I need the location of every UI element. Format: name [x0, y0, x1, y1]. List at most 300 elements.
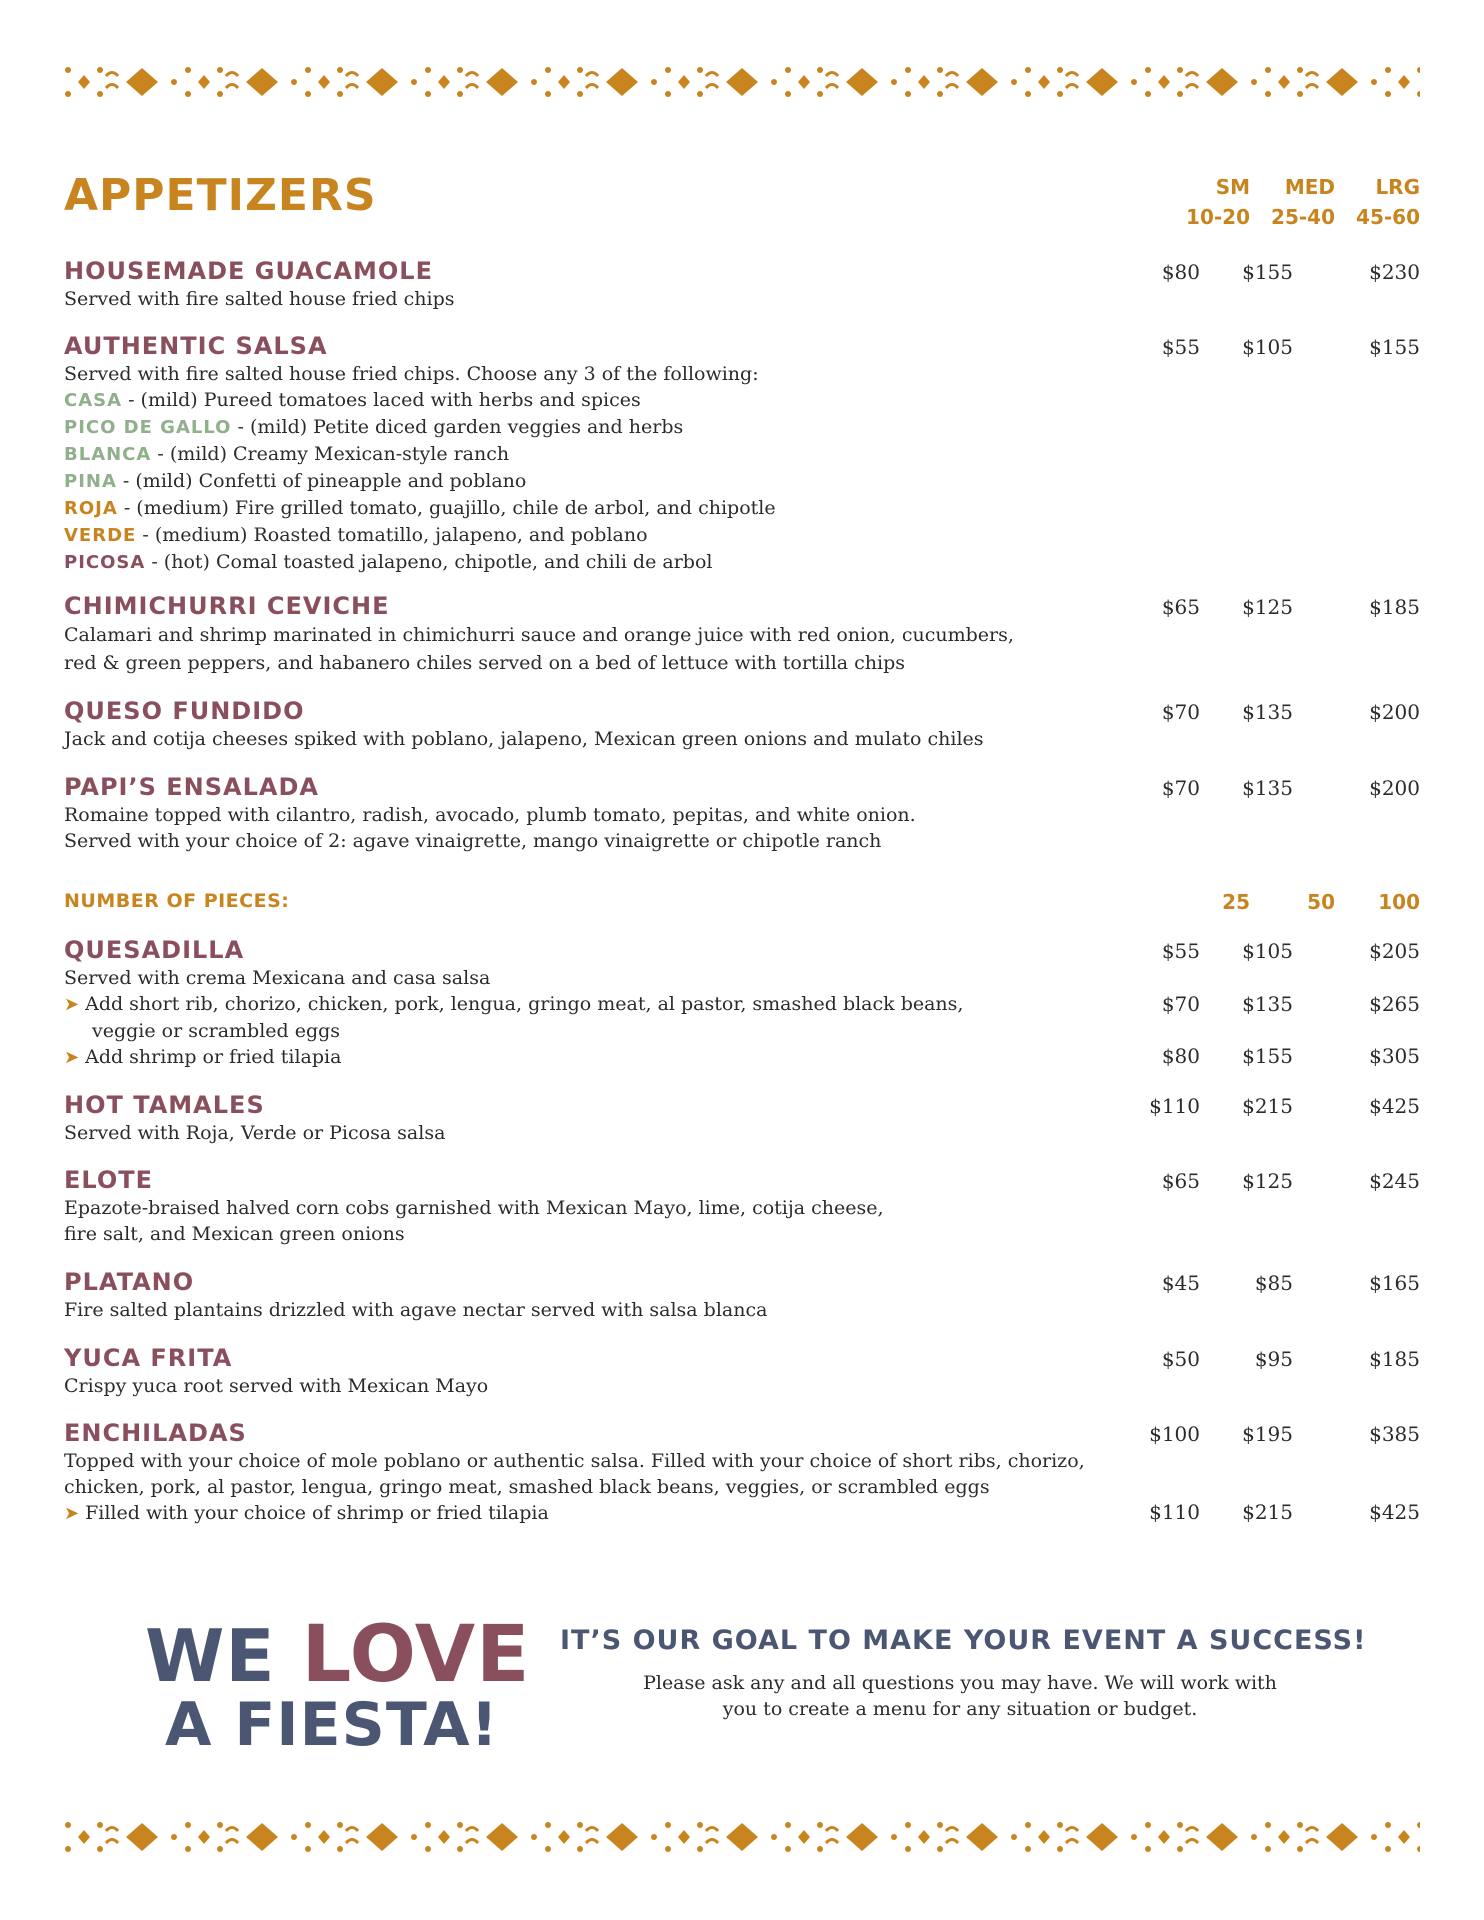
border-dot: [937, 1846, 943, 1852]
item-desc: Served with your choice of 2: agave vinaigrette, mango vinaigrette or chipotle ranch: [64, 830, 882, 852]
border-diamond: [846, 1823, 878, 1851]
border-dot: [1297, 91, 1303, 97]
price-lrg: $245: [1369, 1169, 1420, 1193]
item-name: QUESO FUNDIDO: [64, 697, 305, 725]
price-lrg: $425: [1369, 1094, 1420, 1118]
arrow-bullet-icon: ➤: [64, 994, 80, 1015]
item-name: QUESADILLA: [64, 936, 245, 964]
border-small-diamond: [78, 75, 90, 89]
addon-line: veggie or scrambled eggs: [92, 1020, 341, 1042]
border-dot: [185, 91, 191, 97]
border-small-diamond: [318, 1830, 330, 1844]
border-small-diamond: [1038, 75, 1050, 89]
border-dot: [905, 1822, 911, 1828]
border-dot: [1025, 67, 1031, 73]
price-sm: $70: [1161, 776, 1200, 800]
decorative-border-top: [64, 60, 1420, 104]
size-col-sm: SM 10-20: [1186, 175, 1250, 229]
border-small-diamond: [1278, 75, 1290, 89]
border-curl: [586, 1840, 598, 1844]
border-dot: [185, 1822, 191, 1828]
item-name: CHIMICHURRI CEVICHE: [64, 592, 390, 620]
border-curl: [106, 1828, 118, 1832]
salsa-option: VERDE - (medium) Roasted tomatillo, jalapeno, and poblano: [64, 524, 648, 546]
border-dot: [1145, 1822, 1151, 1828]
border-dot: [1297, 1846, 1303, 1852]
item-desc: Crispy yuca root served with Mexican Mayo: [64, 1375, 489, 1397]
price-lrg: $230: [1369, 260, 1420, 284]
border-dot: [425, 1846, 431, 1852]
border-dot: [1177, 91, 1183, 97]
item-name: AUTHENTIC SALSA: [64, 332, 328, 360]
a-fiesta-logo: A FIESTA!: [165, 1690, 499, 1760]
addon-line: ➤ Add short rib, chorizo, chicken, pork, lengua, gringo meat, al pastor, smashed black beans,: [64, 993, 964, 1015]
salsa-option: PICO DE GALLO - (mild) Petite diced garden veggies and herbs: [64, 416, 684, 438]
border-diamond: [846, 68, 878, 96]
border-curl: [346, 1840, 358, 1844]
border-dot: [665, 1846, 671, 1852]
border-dot: [577, 1846, 583, 1852]
item-desc: Jack and cotija cheeses spiked with poblano, jalapeno, Mexican green onions and mulato chiles: [64, 728, 984, 750]
price-lrg: $425: [1369, 1500, 1420, 1524]
border-curl: [826, 1828, 838, 1832]
border-dot: [651, 79, 657, 85]
border-curl: [466, 73, 478, 77]
border-dot: [817, 1846, 823, 1852]
border-diamond: [366, 68, 398, 96]
border-small-diamond: [558, 1830, 570, 1844]
border-curl: [346, 73, 358, 77]
border-diamond: [486, 68, 518, 96]
border-curl: [1306, 1840, 1318, 1844]
border-small-diamond: [678, 1830, 690, 1844]
border-dot: [1417, 1846, 1420, 1852]
price-sm: $65: [1161, 595, 1200, 619]
border-dot: [97, 1822, 103, 1828]
price-sm: $55: [1161, 939, 1200, 963]
border-dot: [305, 1822, 311, 1828]
border-dot: [577, 91, 583, 97]
border-curl: [586, 1828, 598, 1832]
border-small-diamond: [1398, 75, 1410, 89]
border-dot: [291, 1834, 297, 1840]
pieces-heading: NUMBER OF PIECES:: [64, 890, 290, 912]
border-dot: [937, 1822, 943, 1828]
border-dot: [891, 1834, 897, 1840]
border-dot: [97, 1846, 103, 1852]
border-dot: [1265, 1822, 1271, 1828]
border-curl: [706, 1828, 718, 1832]
border-small-diamond: [918, 1830, 930, 1844]
border-diamond: [1326, 1823, 1358, 1851]
border-dot: [1145, 1846, 1151, 1852]
size-col-med: MED 25-40: [1271, 175, 1335, 229]
border-curl: [826, 1840, 838, 1844]
border-curl: [1186, 1840, 1198, 1844]
price-sm: $50: [1161, 1347, 1200, 1371]
border-dot: [185, 67, 191, 73]
border-small-diamond: [1038, 1830, 1050, 1844]
border-dot: [1371, 79, 1377, 85]
border-dot: [785, 67, 791, 73]
price-sm: $55: [1161, 335, 1200, 359]
border-dot: [97, 91, 103, 97]
border-dot: [577, 1822, 583, 1828]
border-curl: [1186, 1828, 1198, 1832]
border-small-diamond: [438, 1830, 450, 1844]
border-dot: [217, 1822, 223, 1828]
border-small-diamond: [1398, 1830, 1410, 1844]
border-curl: [226, 73, 238, 77]
border-curl: [466, 1828, 478, 1832]
border-curl: [946, 73, 958, 77]
border-dot: [771, 1834, 777, 1840]
salsa-option: PICOSA - (hot) Comal toasted jalapeno, chipotle, and chili de arbol: [64, 551, 713, 573]
item-name: PAPI’S ENSALADA: [64, 773, 319, 801]
price-med: $125: [1242, 1169, 1293, 1193]
border-dot: [905, 91, 911, 97]
salsa-option: ROJA - (medium) Fire grilled tomato, guajillo, chile de arbol, and chipotle: [64, 497, 776, 519]
we-love-logo: WE LOVE: [145, 1610, 531, 1700]
border-dot: [337, 1846, 343, 1852]
border-small-diamond: [198, 1830, 210, 1844]
border-dot: [337, 67, 343, 73]
item-name: ENCHILADAS: [64, 1419, 247, 1447]
border-dot: [545, 1846, 551, 1852]
border-dot: [1385, 67, 1391, 73]
border-dot: [785, 1822, 791, 1828]
price-med: $155: [1242, 1044, 1293, 1068]
border-dot: [425, 1822, 431, 1828]
border-dot: [817, 67, 823, 73]
border-dot: [337, 91, 343, 97]
price-med: $215: [1242, 1500, 1293, 1524]
goal-text: Please ask any and all questions you may have. We will work with you to create a menu for any situation or budget.: [643, 1672, 1277, 1720]
salsa-option: BLANCA - (mild) Creamy Mexican-style ranch: [64, 443, 510, 465]
menu-item-salsa: [64, 331, 1420, 576]
pieces-col-25: 25: [1222, 890, 1250, 914]
border-curl: [1066, 73, 1078, 77]
border-dot: [97, 67, 103, 73]
item-desc: fire salt, and Mexican green onions: [64, 1223, 405, 1245]
border-dot: [545, 1822, 551, 1828]
price-med: $195: [1242, 1422, 1293, 1446]
border-dot: [291, 79, 297, 85]
price-sm: $70: [1161, 700, 1200, 724]
border-diamond: [246, 1823, 278, 1851]
border-dot: [905, 1846, 911, 1852]
border-curl: [226, 1840, 238, 1844]
border-diamond: [1326, 68, 1358, 96]
border-dot: [771, 79, 777, 85]
border-small-diamond: [1158, 1830, 1170, 1844]
border-dot: [305, 67, 311, 73]
border-diamond: [726, 1823, 758, 1851]
border-dot: [1177, 1846, 1183, 1852]
item-name: HOT TAMALES: [64, 1091, 265, 1119]
price-sm: $80: [1161, 1044, 1200, 1068]
border-dot: [697, 1822, 703, 1828]
border-diamond: [486, 1823, 518, 1851]
price-med: $95: [1254, 1347, 1293, 1371]
border-dot: [185, 1846, 191, 1852]
border-curl: [1066, 1840, 1078, 1844]
border-curl: [1186, 73, 1198, 77]
border-dot: [697, 67, 703, 73]
border-dot: [1177, 1822, 1183, 1828]
border-dot: [665, 91, 671, 97]
item-name: YUCA FRITA: [64, 1344, 233, 1372]
price-med: $105: [1242, 335, 1293, 359]
item-desc: red & green peppers, and habanero chiles served on a bed of lettuce with tortilla chips: [64, 652, 906, 674]
border-curl: [226, 85, 238, 89]
salsa-option: CASA - (mild) Pureed tomatoes laced with herbs and spices: [64, 389, 641, 411]
border-dot: [1297, 67, 1303, 73]
border-diamond: [366, 1823, 398, 1851]
border-dot: [65, 67, 71, 73]
border-dot: [425, 67, 431, 73]
border-diamond: [1206, 68, 1238, 96]
border-curl: [106, 85, 118, 89]
price-med: $135: [1242, 992, 1293, 1016]
price-sm: $110: [1149, 1500, 1200, 1524]
border-dot: [1385, 91, 1391, 97]
border-small-diamond: [198, 75, 210, 89]
border-dot: [817, 91, 823, 97]
border-dot: [1417, 67, 1420, 73]
border-dot: [457, 67, 463, 73]
border-dot: [1251, 79, 1257, 85]
border-curl: [1306, 73, 1318, 77]
border-curl: [466, 85, 478, 89]
border-small-diamond: [1158, 75, 1170, 89]
border-dot: [1057, 91, 1063, 97]
price-lrg: $155: [1369, 335, 1420, 359]
border-curl: [1066, 85, 1078, 89]
border-dot: [1265, 67, 1271, 73]
border-dot: [1057, 1846, 1063, 1852]
price-sm: $110: [1149, 1094, 1200, 1118]
border-dot: [1011, 79, 1017, 85]
goal-heading: IT’S OUR GOAL TO MAKE YOUR EVENT A SUCCESS!: [560, 1625, 1367, 1656]
border-dot: [337, 1822, 343, 1828]
border-dot: [1131, 1834, 1137, 1840]
border-dot: [697, 1846, 703, 1852]
border-diamond: [126, 68, 158, 96]
border-small-diamond: [78, 1830, 90, 1844]
border-dot: [937, 91, 943, 97]
price-med: $125: [1242, 595, 1293, 619]
item-desc: Topped with your choice of mole poblano or authentic salsa. Filled with your choice of short ribs, chorizo,: [64, 1450, 1085, 1472]
border-dot: [1251, 1834, 1257, 1840]
border-diamond: [1086, 1823, 1118, 1851]
price-lrg: $185: [1369, 595, 1420, 619]
border-diamond: [126, 1823, 158, 1851]
border-curl: [826, 85, 838, 89]
border-curl: [106, 73, 118, 77]
border-dot: [1417, 1822, 1420, 1828]
border-dot: [1025, 1822, 1031, 1828]
border-curl: [946, 1840, 958, 1844]
border-dot: [1417, 91, 1420, 97]
border-dot: [665, 1822, 671, 1828]
border-dot: [1177, 67, 1183, 73]
border-curl: [1186, 85, 1198, 89]
price-med: $135: [1242, 776, 1293, 800]
price-med: $215: [1242, 1094, 1293, 1118]
border-dot: [1025, 1846, 1031, 1852]
border-dot: [785, 1846, 791, 1852]
border-curl: [226, 1828, 238, 1832]
border-dot: [217, 67, 223, 73]
item-name: PLATANO: [64, 1268, 195, 1296]
border-dot: [65, 91, 71, 97]
border-diamond: [246, 68, 278, 96]
arrow-bullet-icon: ➤: [64, 1047, 80, 1068]
border-dot: [1265, 1846, 1271, 1852]
price-lrg: $200: [1369, 776, 1420, 800]
border-dot: [457, 1822, 463, 1828]
addon-line: ➤ Add shrimp or fried tilapia: [64, 1046, 342, 1068]
item-desc: Served with fire salted house fried chips: [64, 288, 455, 310]
border-dot: [937, 67, 943, 73]
border-curl: [826, 73, 838, 77]
price-med: $85: [1254, 1271, 1293, 1295]
border-curl: [946, 85, 958, 89]
border-dot: [1025, 91, 1031, 97]
border-dot: [411, 79, 417, 85]
border-diamond: [1086, 68, 1118, 96]
border-dot: [65, 1822, 71, 1828]
border-small-diamond: [918, 75, 930, 89]
arrow-bullet-icon: ➤: [64, 1503, 80, 1524]
border-dot: [545, 67, 551, 73]
border-curl: [346, 85, 358, 89]
border-curl: [946, 1828, 958, 1832]
border-curl: [1066, 1828, 1078, 1832]
border-dot: [1145, 67, 1151, 73]
item-desc: Romaine topped with cilantro, radish, avocado, plumb tomato, pepitas, and white onion.: [64, 804, 916, 826]
item-desc: Served with fire salted house fried chips. Choose any 3 of the following:: [64, 363, 759, 385]
border-curl: [586, 85, 598, 89]
border-small-diamond: [798, 1830, 810, 1844]
border-dot: [1131, 79, 1137, 85]
border-dot: [785, 91, 791, 97]
border-dot: [1057, 67, 1063, 73]
border-curl: [346, 1828, 358, 1832]
border-diamond: [606, 68, 638, 96]
border-curl: [706, 1840, 718, 1844]
border-dot: [1011, 1834, 1017, 1840]
border-diamond: [1206, 1823, 1238, 1851]
border-dot: [1385, 1846, 1391, 1852]
border-dot: [217, 1846, 223, 1852]
border-curl: [466, 1840, 478, 1844]
border-dot: [217, 91, 223, 97]
border-dot: [905, 67, 911, 73]
price-med: $135: [1242, 700, 1293, 724]
border-dot: [531, 79, 537, 85]
border-small-diamond: [678, 75, 690, 89]
border-dot: [305, 1846, 311, 1852]
item-desc: Served with crema Mexicana and casa salsa: [64, 967, 491, 989]
border-small-diamond: [318, 75, 330, 89]
price-lrg: $265: [1369, 992, 1420, 1016]
border-dot: [1385, 1822, 1391, 1828]
border-dot: [697, 91, 703, 97]
item-name: HOUSEMADE GUACAMOLE: [64, 257, 433, 285]
price-med: $105: [1242, 939, 1293, 963]
price-lrg: $185: [1369, 1347, 1420, 1371]
border-diamond: [966, 68, 998, 96]
pieces-col-100: 100: [1378, 890, 1420, 914]
border-dot: [65, 1846, 71, 1852]
item-desc: Served with Roja, Verde or Picosa salsa: [64, 1122, 446, 1144]
border-dot: [457, 91, 463, 97]
border-diamond: [966, 1823, 998, 1851]
border-dot: [651, 1834, 657, 1840]
size-col-lrg: LRG 45-60: [1356, 175, 1420, 229]
border-dot: [1297, 1822, 1303, 1828]
border-curl: [1306, 85, 1318, 89]
border-diamond: [726, 68, 758, 96]
border-dot: [457, 1846, 463, 1852]
border-dot: [425, 91, 431, 97]
border-dot: [171, 1834, 177, 1840]
item-desc: Fire salted plantains drizzled with agave nectar served with salsa blanca: [64, 1299, 768, 1321]
border-dot: [411, 1834, 417, 1840]
border-curl: [1306, 1828, 1318, 1832]
price-lrg: $385: [1369, 1422, 1420, 1446]
border-dot: [1145, 91, 1151, 97]
item-desc: chicken, pork, al pastor, lengua, gringo meat, smashed black beans, veggies, or scrambled eggs: [64, 1476, 990, 1498]
pieces-col-50: 50: [1307, 890, 1335, 914]
price-lrg: $200: [1369, 700, 1420, 724]
border-small-diamond: [798, 75, 810, 89]
item-name: ELOTE: [64, 1166, 153, 1194]
item-desc: Calamari and shrimp marinated in chimichurri sauce and orange juice with red onion, cucumbers,: [64, 624, 1014, 646]
page-title: APPETIZERS: [64, 170, 377, 221]
border-curl: [586, 73, 598, 77]
price-sm: $80: [1161, 260, 1200, 284]
border-dot: [665, 67, 671, 73]
price-sm: $70: [1161, 992, 1200, 1016]
border-small-diamond: [438, 75, 450, 89]
border-dot: [545, 91, 551, 97]
border-dot: [171, 79, 177, 85]
border-small-diamond: [558, 75, 570, 89]
price-sm: $100: [1149, 1422, 1200, 1446]
price-sm: $65: [1161, 1169, 1200, 1193]
border-dot: [577, 67, 583, 73]
border-small-diamond: [1278, 1830, 1290, 1844]
price-lrg: $305: [1369, 1044, 1420, 1068]
price-lrg: $205: [1369, 939, 1420, 963]
border-dot: [1371, 1834, 1377, 1840]
salsa-option: PINA - (mild) Confetti of pineapple and poblano: [64, 470, 527, 492]
border-diamond: [606, 1823, 638, 1851]
addon-line: ➤ Filled with your choice of shrimp or fried tilapia: [64, 1502, 549, 1524]
item-desc: Epazote-braised halved corn cobs garnished with Mexican Mayo, lime, cotija cheese,: [64, 1197, 884, 1219]
price-sm: $45: [1161, 1271, 1200, 1295]
border-dot: [817, 1822, 823, 1828]
border-dot: [531, 1834, 537, 1840]
price-lrg: $165: [1369, 1271, 1420, 1295]
border-curl: [706, 85, 718, 89]
border-dot: [305, 91, 311, 97]
decorative-border-bottom: [64, 1815, 1420, 1859]
border-curl: [706, 73, 718, 77]
